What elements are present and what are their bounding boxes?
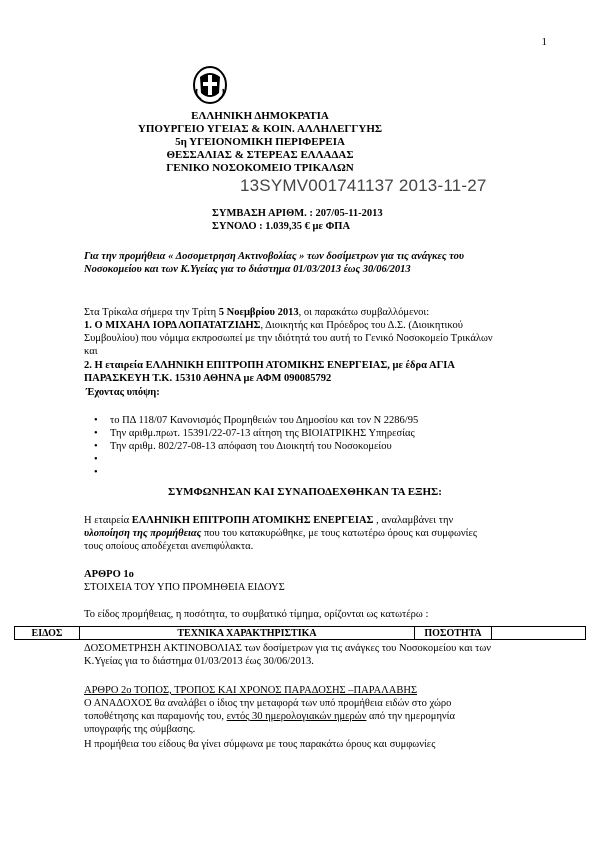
party-1 — [84, 319, 550, 332]
list-item: • Την αριθμ.πρωτ. 15391/22-07-13 αίτηση της ΒΙΟΙΑΤΡΙΚΗΣ Υπηρεσίας — [88, 427, 554, 440]
undertaking-text-3: που του κατακυρώθηκε, με τους κατωτέρω όρους και συμφωνίες — [201, 528, 478, 539]
party-1-line-3: και — [84, 346, 98, 357]
undertaking-text: Η εταιρεία — [84, 515, 132, 526]
intro-text-end: , οι παρακάτω συμβαλλόμενοι: — [298, 307, 430, 318]
header-line-2: ΥΠΟΥΡΓΕΙΟ ΥΓΕΙΑΣ & ΚΟΙΝ. ΑΛΛΗΛΕΓΓΥΗΣ — [137, 123, 383, 135]
ada-code-stamp: 13SYMV001741137 2013-11-27 — [240, 176, 487, 195]
col-specs: ΤΕΧΝΙΚΑ ΧΑΡΑΚΤΗΡΙΣΤΙΚΑ — [80, 627, 415, 640]
considering-heading: Έχοντας υπόψη: — [86, 387, 160, 398]
item-desc-line-1: ΔΟΣΟΜΕΤΡΗΣΗ ΑΚΤΙΝΟΒΟΛΙΑΣ των δοσίμετρων για τις ανάγκες του Νοσοκομείου και των — [84, 643, 492, 654]
article-2-text-end: από την ημερομηνία — [366, 711, 456, 722]
undertaking-line-1 — [84, 514, 550, 527]
article-1-intro: Το είδος προμήθειας, η ποσότητα, το συμβατικό τίμημα, ορίζονται ως κατωτέρω : — [84, 609, 429, 620]
article-2-line-1: Ο ΑΝΑΔΟΧΟΣ θα αναλάβει ο ίδιος την μεταφορά των υπό προμήθεια ειδών στο χώρο — [84, 698, 452, 709]
undertaking-line-2 — [84, 527, 550, 540]
article-2-deadline: εντός 30 ημερολογιακών ημερών — [226, 711, 367, 722]
article-2-title: ΑΡΘΡΟ 2ο ΤΟΠΟΣ, ΤΡΟΠΟΣ ΚΑΙ ΧΡΟΝΟΣ ΠΑΡΑΔΟΣΗΣ –ΠΑΡΑΛΑΒΗΣ — [84, 685, 418, 696]
header-line-4: ΘΕΣΣΑΛΙΑΣ & ΣΤΕΡΕΑΣ ΕΛΛΑΔΑΣ — [166, 149, 354, 161]
intro-date: 5 Νοεμβρίου 2013 — [218, 307, 299, 318]
party-1-line-2: Συμβουλίου) που νόμιμα εκπροσωπεί με την ιδιότητά του αυτή το Γενικό Νοσοκομείο Τρικάλων — [84, 333, 493, 344]
party-1-name: 1. Ο ΜΙΧΑΗΛ ΙΟΡΔ ΛΟΠΑΤΑΤΖΙΔΗΣ — [84, 320, 261, 331]
undertaking-bold: υλοποίηση της προμήθειας — [84, 528, 202, 539]
col-quantity: ΠΟΣΟΤΗΤΑ — [415, 627, 492, 640]
article-1-subtitle: ΣΤΟΙΧΕΙΑ ΤΟΥ ΥΠΟ ΠΡΟΜΗΘΕΙΑ ΕΙΔΟΥΣ — [84, 582, 285, 593]
article-2-line-2 — [84, 710, 550, 723]
party-2-line-1: 2. Η εταιρεία ΕΛΛΗΝΙΚΗ ΕΠΙΤΡΟΠΗ ΑΤΟΜΙΚΗΣ ΕΝΕΡΓΕΙΑΣ, με έδρα ΑΓΙΑ — [84, 360, 455, 371]
table-header-row — [15, 627, 586, 640]
undertaking-line-3: τους οποίους αποδέχεται ανεπιφύλακτα. — [84, 541, 254, 552]
header-line-3: 5η ΥΓΕΙΟΝΟΜΙΚΗ ΠΕΡΙΦΕΡΕΙΑ — [175, 136, 345, 148]
list-item: • το ΠΔ 118/07 Κανονισμός Προμηθειών του Δημοσίου και τον Ν 2286/95 — [88, 414, 554, 427]
list-item — [88, 466, 554, 479]
item-desc-line-2: Κ.Υγείας για το διάστημα 01/03/2013 έως 30/06/2013. — [84, 656, 314, 667]
header-line-5: ΓΕΝΙΚΟ ΝΟΣΟΚΟΜΕΙΟ ΤΡΙΚΑΛΩΝ — [166, 162, 354, 174]
subject-line-2: Νοσοκομείου και των Κ.Υγείας για το διάστημα 01/03/2013 έως 30/06/2013 — [84, 264, 411, 275]
list-item: • Την αριθμ. 802/27-08-13 απόφαση του Διοικητή του Νοσοκομείου — [88, 440, 554, 453]
list-item — [88, 453, 554, 466]
party-1-role: , Διοικητής και Πρόεδρος του Δ.Σ. (Διοικητικού — [260, 320, 463, 331]
page-number: 1 — [541, 36, 547, 48]
contract-number: ΣΥΜΒΑΣΗ ΑΡΙΘΜ. : 207/05-11-2013 — [212, 208, 383, 219]
company-name: ΕΛΛΗΝΙΚΗ ΕΠΙΤΡΟΠΗ ΑΤΟΜΙΚΗΣ ΕΝΕΡΓΕΙΑΣ — [131, 515, 374, 526]
agreement-heading: ΣΥΜΦΩΝΗΣΑΝ ΚΑΙ ΣΥΝΑΠΟΔΕΧΘΗΚΑΝ ΤΑ ΕΞΗΣ: — [168, 486, 442, 498]
items-table — [14, 626, 586, 640]
col-item: ΕΙΔΟΣ — [15, 627, 80, 640]
party-2-line-2: ΠΑΡΑΣΚΕΥΗ Τ.Κ. 15310 ΑΘΗΝΑ με ΑΦΜ 090085792 — [84, 373, 332, 384]
article-1-title: ΑΡΘΡΟ 1ο — [84, 569, 134, 580]
article-2-line-4: Η προμήθεια του είδους θα γίνει σύμφωνα με τους παρακάτω όρους και συμφωνίες — [84, 739, 436, 750]
contract-total: ΣΥΝΟΛΟ : 1.039,35 € με ΦΠΑ — [212, 221, 351, 232]
undertaking-text-2: , αναλαμβάνει την — [373, 515, 454, 526]
subject-line-1: Για την προμήθεια « Δοσομετρηση Ακτινοβολίας » των δοσίμετρων για τις ανάγκες του — [84, 251, 465, 262]
article-2-line-3: υπογραφής της σύμβασης. — [84, 724, 196, 735]
greek-emblem-icon — [192, 65, 228, 105]
article-2-text: τοποθέτησης και παραμονής του, — [84, 711, 227, 722]
intro-paragraph — [84, 306, 550, 319]
considering-list — [88, 414, 554, 479]
header-line-1: ΕΛΛΗΝΙΚΗ ΔΗΜΟΚΡΑΤΙΑ — [191, 110, 329, 122]
col-extra — [492, 627, 586, 640]
intro-text: Στα Τρίκαλα σήμερα την Τρίτη — [84, 307, 219, 318]
